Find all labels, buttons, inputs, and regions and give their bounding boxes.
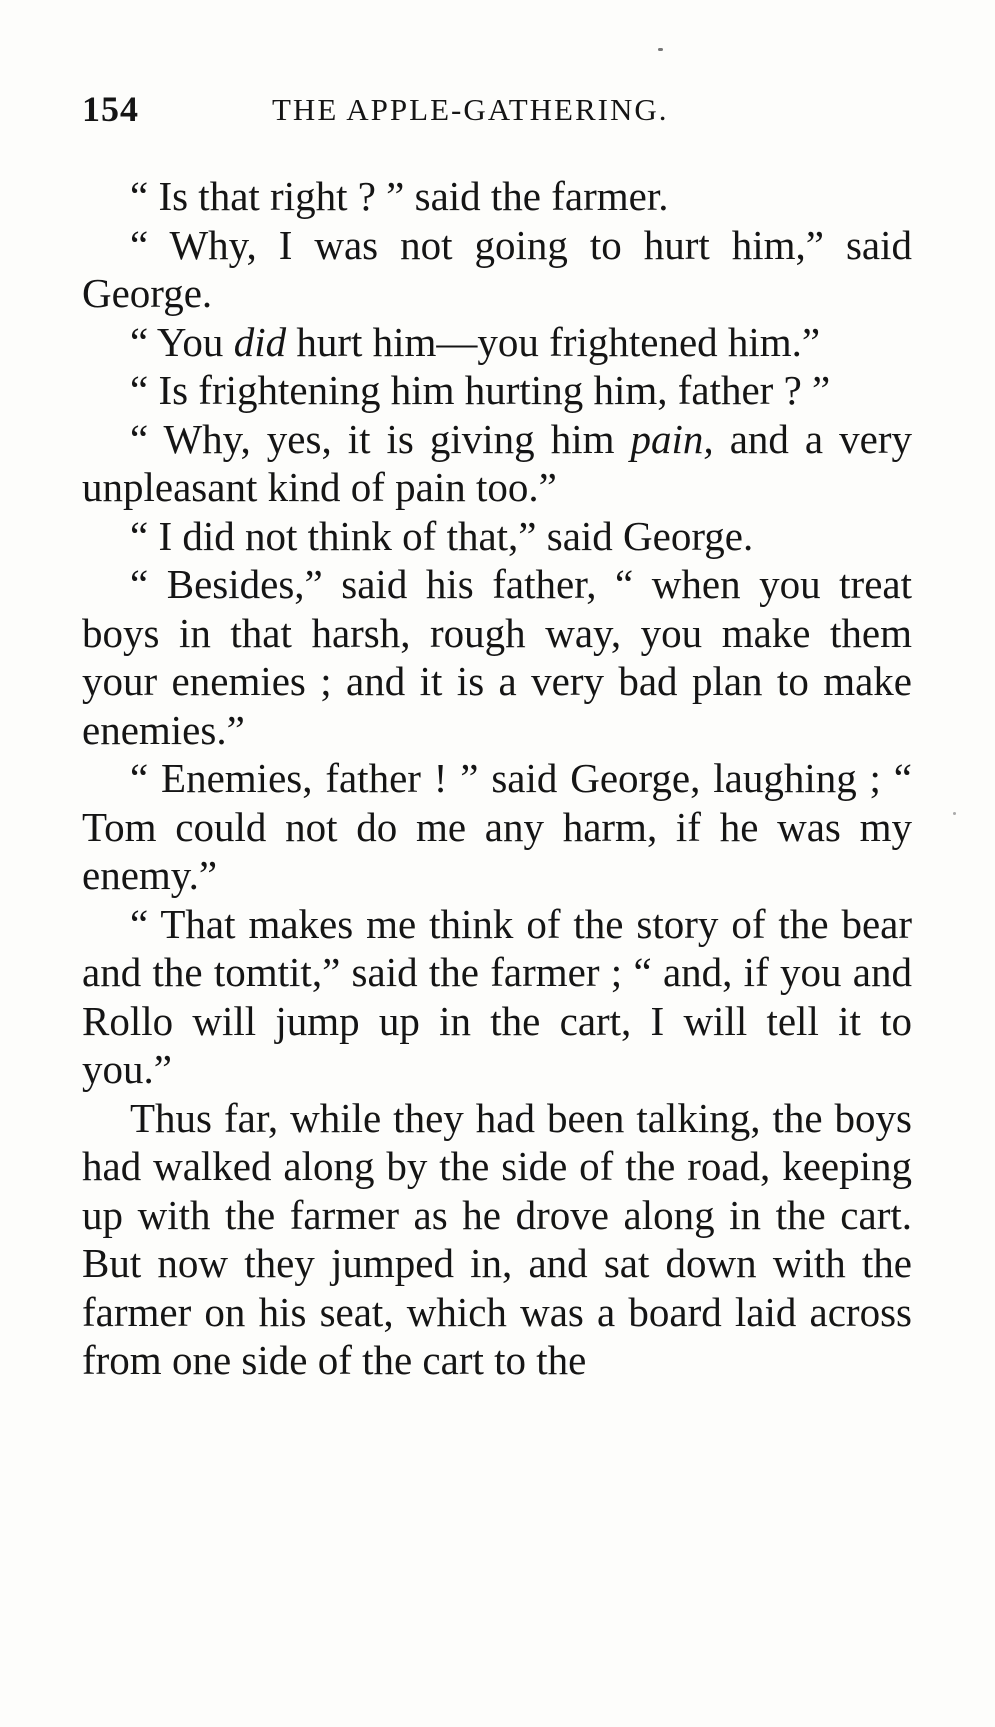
emphasis-pain: pain, <box>630 415 714 462</box>
running-head: THE APPLE-GATHERING. <box>272 92 669 127</box>
paragraph-3-start: “ You <box>130 318 234 365</box>
paragraph-5 <box>82 415 912 512</box>
page-number: 154 <box>82 89 139 129</box>
paragraph-10: Thus far, while they had been talking, the boys had walked along by the side of the road, keeping up with the farmer as he drove along in the cart. But now they jumped in, and sat down with the farmer on his seat, which was a board laid across from one side of the cart to the <box>82 1094 912 1383</box>
emphasis-did: did <box>233 318 287 365</box>
paragraph-2: “ Why, I was not going to hurt him,” said George. <box>82 221 912 316</box>
paragraph-4: “ Is frightening him hurting him, father ? ” <box>130 367 831 413</box>
body-text <box>82 172 912 1385</box>
ink-speck <box>658 48 663 51</box>
paragraph-5-end: and a very unpleasant kind of pain too.” <box>82 415 912 510</box>
paragraph-9: “ That makes me think of the story of the bear and the tomtit,” said the farmer ; “ and, if you and Rollo will jump up in the cart, I will tell it to you.” <box>82 900 912 1092</box>
page-header <box>82 88 912 138</box>
paragraph-7: “ Besides,” said his father, “ when you treat boys in that harsh, rough way, you make them your enemies ; and it is a very bad plan to make enemies.” <box>82 561 912 753</box>
margin-speck <box>953 812 956 815</box>
paragraph-3-end: hurt him—you frightened him.” <box>286 318 821 365</box>
paragraph-1: “ Is that right ? ” said the farmer. <box>130 173 669 219</box>
paragraph-6: “ I did not think of that,” said George. <box>130 512 754 559</box>
paragraph-3 <box>82 318 912 367</box>
paragraph-5-start: “ Why, yes, it is giving him <box>130 415 631 462</box>
paragraph-8: “ Enemies, father ! ” said George, laughing ; “ Tom could not do me any harm, if he was my enemy.” <box>82 755 912 898</box>
